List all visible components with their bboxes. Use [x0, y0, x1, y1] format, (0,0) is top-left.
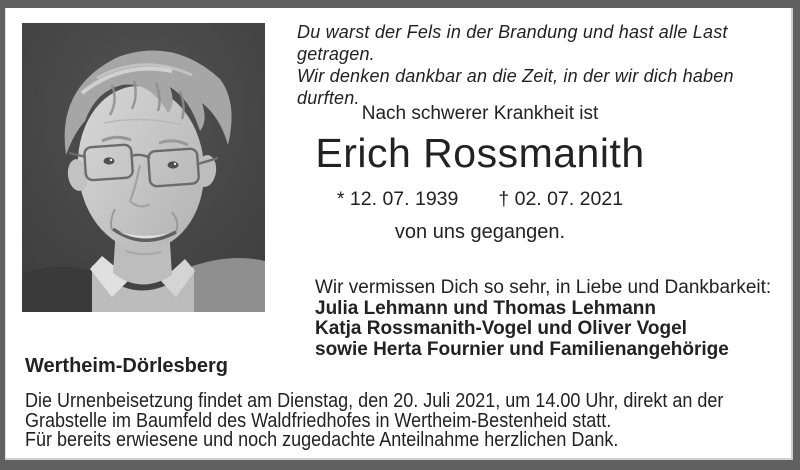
- farewell-line: von uns gegangen.: [394, 221, 566, 243]
- funeral-announcement: [25, 392, 723, 451]
- notice-intro: Nach schwerer Krankheit ist: [361, 103, 599, 124]
- death-date: † 02. 07. 2021: [498, 188, 624, 210]
- mourner-line: Julia Lehmann und Thomas Lehmann: [315, 297, 656, 319]
- frame-inner-line-left: [5, 8, 6, 458]
- deceased-name: Erich Rossmanith: [315, 130, 645, 176]
- place-name: Wertheim-Dörlesberg: [25, 355, 229, 377]
- mourners-block: [315, 278, 771, 360]
- quote-line-1: Du warst der Fels in der Brandung und hast alle Last getragen.: [297, 22, 728, 64]
- memorial-quote: [297, 21, 800, 109]
- portrait-photo: [22, 23, 265, 312]
- announcement-line-3: Für bereits erwiesene und noch zugedachte Anteilnahme herzlichen Dank.: [25, 429, 619, 451]
- mourning-intro: Wir vermissen Dich so sehr, in Liebe und Dankbarkeit:: [315, 277, 772, 298]
- frame-border-bottom: [0, 460, 800, 470]
- announcement-line-2: Grabstelle im Baumfeld des Waldfriedhofes in Wertheim-Bestenheid statt.: [25, 409, 612, 432]
- quote-line-2: Wir denken dankbar an die Zeit, in der wir dich haben durften.: [297, 66, 734, 108]
- announcement-line-1: Die Urnenbeisetzung findet am Dienstag, den 20. Juli 2021, um 14.00 Uhr, direkt an der: [25, 390, 724, 412]
- mourner-line: Katja Rossmanith-Vogel und Oliver Vogel: [315, 318, 687, 339]
- life-dates: [260, 188, 700, 211]
- mourner-line: sowie Herta Fournier und Familienangehörige: [315, 338, 729, 360]
- frame-inner-line-bottom: [5, 458, 793, 460]
- birth-date: * 12. 07. 1939: [336, 188, 459, 210]
- frame-border-top: [0, 0, 800, 8]
